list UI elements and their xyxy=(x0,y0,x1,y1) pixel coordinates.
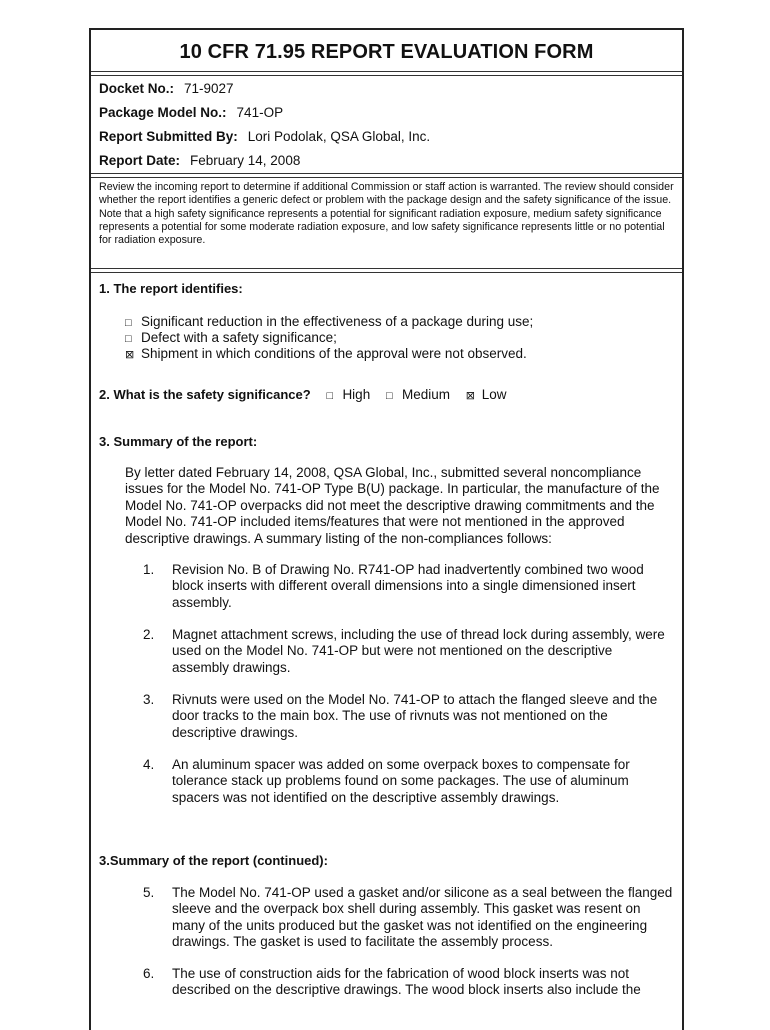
checkbox-option[interactable] xyxy=(125,346,527,361)
report-date-field xyxy=(99,153,300,168)
option-label: Significant reduction in the effectiveness of a package during use; xyxy=(141,314,534,329)
section2-heading: 2. What is the safety significance? xyxy=(99,387,311,402)
medium-option[interactable] xyxy=(386,387,450,402)
package-model-label: Package Model No.: xyxy=(99,105,227,120)
docket-value: 71-9027 xyxy=(184,81,234,96)
unchecked-box-icon[interactable]: □ xyxy=(125,317,132,329)
checkbox-option[interactable] xyxy=(125,330,337,345)
low-option[interactable] xyxy=(466,387,507,402)
summary-paragraph: By letter dated February 14, 2008, QSA Global, Inc., submitted several noncompliance issues for the Model No. 741-OP Type B(U) package. In particular, the manufacture of the Model No. 741-OP overpacks did not meet the descriptive drawing commitments and the Model No. 741-OP included items/features that were not mentioned in the approved descriptive drawings. A summary listing of the non-compliances follows: xyxy=(125,465,660,546)
list-item xyxy=(143,562,673,611)
checked-box-icon[interactable]: ⊠ xyxy=(125,349,135,361)
section3-continued-heading: 3.Summary of the report (continued): xyxy=(99,853,328,868)
checkbox-option[interactable] xyxy=(125,314,533,329)
section2-row xyxy=(99,387,507,402)
item-number: 1. xyxy=(143,562,155,577)
item-number: 6. xyxy=(143,966,155,981)
list-item xyxy=(143,627,673,676)
docket-field xyxy=(99,81,234,96)
submitted-by-field xyxy=(99,129,430,144)
instructions-text: Review the incoming report to determine if additional Commission or staff action is warranted. The review should consider whether the report identifies a generic defect or problem with the package design and the safety significance of the issue. Note that a high safety significance represents a potential for significant radiation exposure, medium safety significance represents a potential for some moderate radiation exposure, and low safety significance represents little or no potential for radiation exposure. xyxy=(99,181,674,247)
list-item xyxy=(143,966,673,999)
item-number: 4. xyxy=(143,757,155,772)
item-text: The use of construction aids for the fabrication of wood block inserts was not described on the descriptive drawings. The wood block inserts also include the xyxy=(172,966,641,998)
item-number: 2. xyxy=(143,627,155,642)
divider xyxy=(91,173,682,178)
report-date-label: Report Date: xyxy=(99,153,181,168)
list-item xyxy=(143,692,673,741)
package-model-field xyxy=(99,105,283,120)
item-text: Magnet attachment screws, including the use of thread lock during assembly, were used on the Model No. 741-OP but were not mentioned on the descriptive assembly drawings. xyxy=(172,627,665,675)
checked-box-icon[interactable]: ⊠ xyxy=(465,390,475,402)
divider xyxy=(91,71,682,76)
package-model-value: 741-OP xyxy=(236,105,284,120)
form-title: 10 CFR 71.95 REPORT EVALUATION FORM xyxy=(179,41,594,63)
unchecked-box-icon[interactable]: □ xyxy=(326,390,334,402)
section1-heading: 1. The report identifies: xyxy=(99,281,243,296)
unchecked-box-icon[interactable]: □ xyxy=(125,333,132,345)
unchecked-box-icon[interactable]: □ xyxy=(385,390,393,402)
section3-heading: 3. Summary of the report: xyxy=(99,434,258,449)
option-label: Low xyxy=(481,387,507,402)
option-label: Defect with a safety significance; xyxy=(141,330,337,345)
option-label: High xyxy=(342,387,371,402)
high-option[interactable] xyxy=(326,387,370,402)
item-text: Revision No. B of Drawing No. R741-OP had inadvertently combined two wood block inserts with different overall dimensions into a single dimensioned insert assembly. xyxy=(172,562,644,610)
divider xyxy=(91,268,682,273)
option-label: Medium xyxy=(401,387,450,402)
option-label: Shipment in which conditions of the approval were not observed. xyxy=(141,346,527,361)
submitted-by-label: Report Submitted By: xyxy=(99,129,238,144)
item-text: Rivnuts were used on the Model No. 741-OP to attach the flanged sleeve and the door tracks to the main box. The use of rivnuts was not mentioned on the descriptive drawings. xyxy=(172,692,658,740)
submitted-by-value: Lori Podolak, QSA Global, Inc. xyxy=(247,129,431,144)
list-item xyxy=(143,757,673,806)
list-item xyxy=(143,885,673,951)
item-text: An aluminum spacer was added on some overpack boxes to compensate for tolerance stack up problems found on some packages. The use of aluminum spacers was not identified on the descriptive assembly drawings. xyxy=(172,757,630,805)
item-text: The Model No. 741-OP used a gasket and/or silicone as a seal between the flanged sleeve and the overpack box shell during assembly. This gasket was resent on many of the units produced but the gasket was not identified on the engineering drawings. The gasket is used to facilitate the assembly process. xyxy=(172,885,673,950)
docket-label: Docket No.: xyxy=(99,81,175,96)
report-date-value: February 14, 2008 xyxy=(190,153,301,168)
item-number: 5. xyxy=(143,885,155,900)
form-frame xyxy=(89,28,684,1030)
item-number: 3. xyxy=(143,692,155,707)
